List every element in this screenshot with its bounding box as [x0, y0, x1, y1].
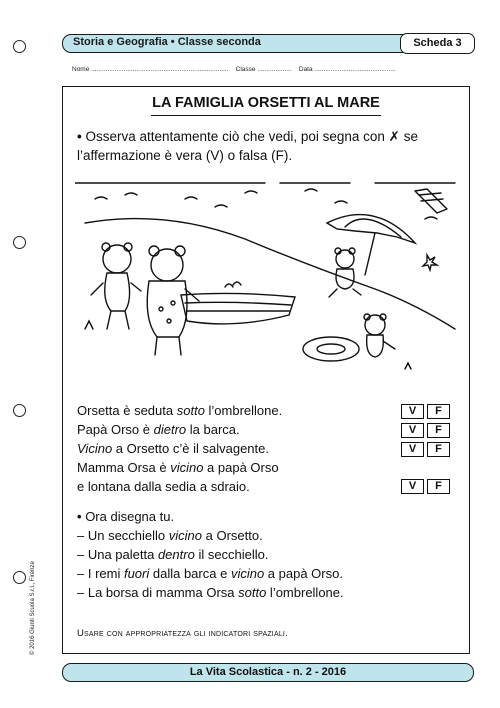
draw-section — [77, 507, 344, 602]
grass-icon — [85, 321, 411, 369]
f-box[interactable]: F — [427, 423, 450, 438]
v-box[interactable]: V — [401, 404, 424, 419]
star-icon — [423, 255, 437, 270]
footer-bar — [62, 663, 474, 682]
bullet-icon: • — [77, 129, 82, 144]
bullet-icon: • — [77, 509, 82, 524]
vf-choice — [401, 479, 450, 494]
student-fields — [72, 66, 396, 73]
instruction-text: Osserva attentamente ciò che vedi, poi segna con ✗ se l’affermazione è vera (V) o falsa (F). — [77, 129, 418, 163]
f-box[interactable]: F — [427, 404, 450, 419]
orsetto-bear-icon — [364, 314, 395, 357]
statement: Orsetta è seduta sotto l’ombrellone. — [77, 403, 283, 418]
f-box[interactable]: F — [427, 479, 450, 494]
binder-hole — [13, 40, 26, 53]
name-field[interactable]: Nome ............................................................................ — [72, 66, 229, 73]
scheda-label: Scheda 3 — [400, 33, 475, 54]
beach-illustration — [75, 179, 459, 379]
v-box[interactable]: V — [401, 423, 424, 438]
beach-chair-icon — [415, 189, 447, 213]
mamma-orsa-bear-icon — [91, 243, 141, 329]
worksheet-frame — [62, 86, 470, 654]
f-box[interactable]: F — [427, 442, 450, 457]
binder-hole — [13, 236, 26, 249]
footer-text: La Vita Scolastica - n. 2 - 2016 — [189, 666, 347, 678]
draw-item: – Una paletta dentro il secchiello. — [77, 547, 269, 562]
v-box[interactable]: V — [401, 442, 424, 457]
statement: Vicino a Orsetto c’è il salvagente. — [77, 441, 269, 456]
draw-item: – La borsa di mamma Orsa sotto l’ombrellone. — [77, 585, 344, 600]
teacher-note: Usare con appropriatezza gli indicatori spaziali. — [77, 628, 288, 639]
title-underline — [151, 115, 381, 116]
waves-icon — [95, 189, 437, 219]
worksheet-title: LA FAMIGLIA ORSETTI AL MARE — [152, 95, 380, 111]
binder-hole — [13, 404, 26, 417]
statement: Papà Orso è dietro la barca. — [77, 422, 240, 437]
vf-choice — [401, 404, 450, 419]
orsetta-bear-icon — [329, 248, 361, 297]
statements-list — [77, 401, 282, 496]
v-box[interactable]: V — [401, 479, 424, 494]
date-field[interactable]: Data ............................................. — [298, 66, 396, 73]
draw-title: • Ora disegna tu. — [77, 509, 175, 524]
instruction — [77, 127, 457, 165]
lifebuoy-icon — [303, 337, 359, 361]
class-field[interactable]: Classe ................... — [235, 66, 292, 73]
statement: Mamma Orsa è vicino a papà Orso — [77, 460, 279, 475]
draw-item: – Un secchiello vicino a Orsetto. — [77, 528, 263, 543]
copyright-credit: © 2016 Giunti Scuola S.r.l., Firenze — [30, 561, 36, 655]
binder-hole — [13, 571, 26, 584]
vf-choice — [401, 442, 450, 457]
papa-orso-bear-icon — [147, 246, 199, 355]
subject-title: Storia e Geografia • Classe seconda — [73, 36, 261, 48]
statement: e lontana dalla sedia a sdraio. — [77, 479, 250, 494]
draw-item: – I remi fuori dalla barca e vicino a papà Orso. — [77, 566, 343, 581]
vf-choice — [401, 423, 450, 438]
boat-icon — [181, 282, 295, 324]
